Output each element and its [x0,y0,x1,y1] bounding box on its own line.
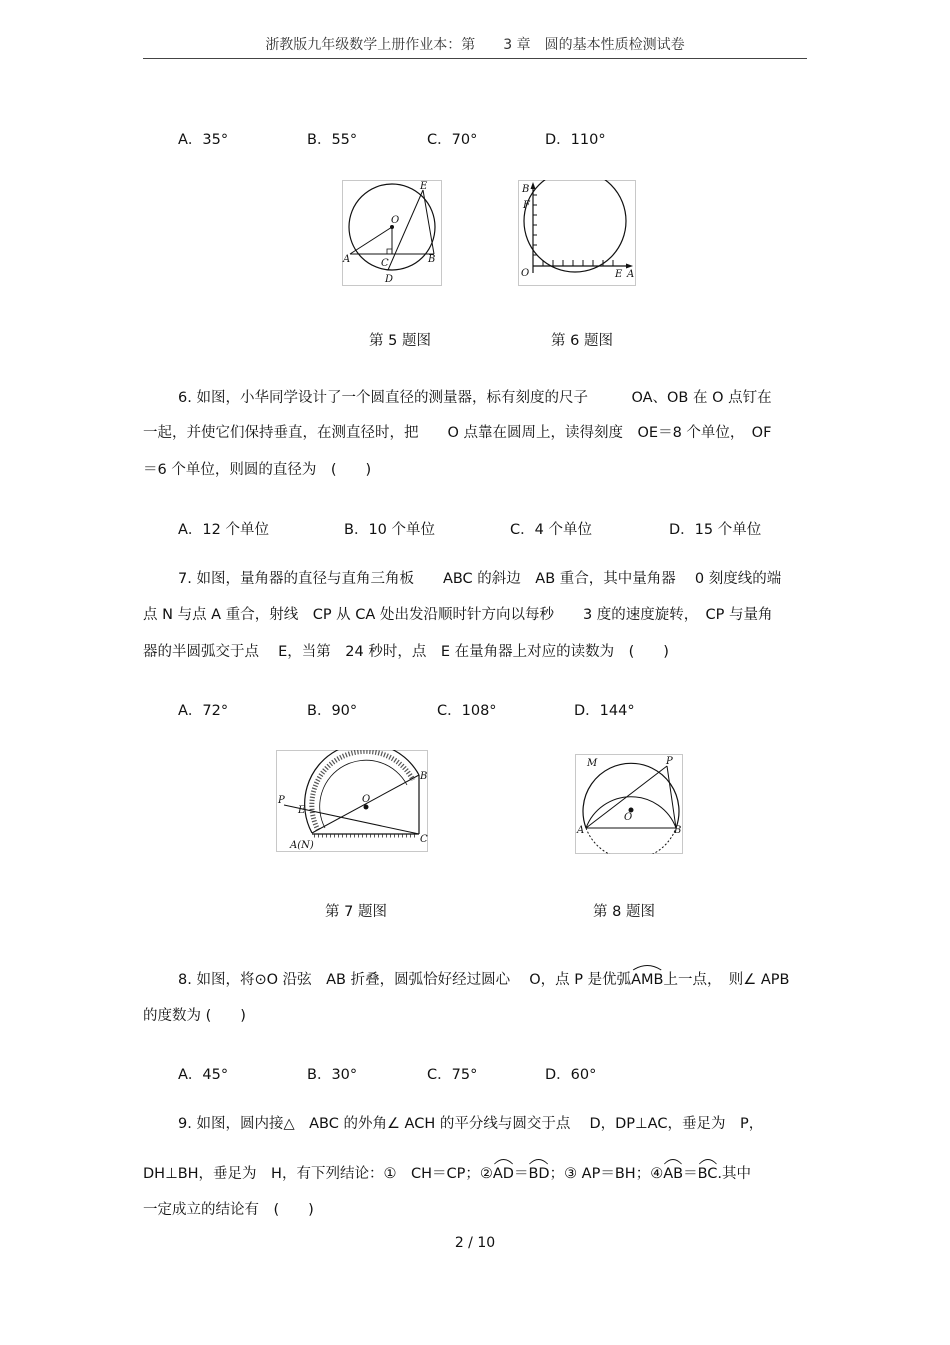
figure-8 [575,754,683,854]
fig7-label-e: E [298,805,306,816]
fig6-label-e: E [615,269,623,280]
q8-line1-text-b: 上一点， 则∠ APB [663,972,790,988]
q7-option-c: C．108° [437,703,497,719]
fig6-label-f: F [523,200,530,211]
q5-option-a: A．35° [178,132,229,148]
fig7-label-o: O [362,794,371,805]
fig8-caption: 第 8 题图 [593,904,655,920]
fig7-caption: 第 7 题图 [325,904,387,920]
q6-option-c: C．4 个单位 [510,522,592,538]
fig6-label-a: A [627,269,635,280]
figure-5 [342,180,442,286]
q7-option-b: B．90° [307,703,358,719]
q8-option-c: C．75° [427,1067,478,1083]
fig8-label-a: A [577,825,585,836]
fig5-label-o: O [391,215,400,226]
q6-line2: 一起，并使它们保持垂直，在测直径时，把 O 点靠在圆周上，读得刻度 OE＝8 个单位， OF [143,425,772,441]
fig5-label-a: A [343,254,351,265]
q8-line2: 的度数为 ( ) [143,1008,246,1024]
q8-line1-text-a: 8. 如图，将⊙O 沿弦 AB 折叠，圆弧恰好经过圆心 O，点 P 是优弧 [178,972,632,988]
fig5-label-c: C [381,258,389,269]
fig5-label-b: B [428,254,436,265]
q9-arc-bc: BC [698,1164,718,1184]
q8-option-b: B．30° [307,1067,358,1083]
q7-option-d: D．144° [574,703,635,719]
q8-line1 [178,970,789,990]
q9-line3: 一定成立的结论有 ( ) [143,1202,314,1218]
q5-option-d: D．110° [545,132,606,148]
q6-line3: ＝6 个单位，则圆的直径为 ( ) [143,462,372,478]
q6-line1: 6. 如图，小华同学设计了一个圆直径的测量器，标有刻度的尺子 OA、OB 在 O 点钉在 [178,390,772,406]
fig5-label-d: D [385,274,394,285]
fig6-caption: 第 6 题图 [551,333,613,349]
q9-arc-bd: BD [528,1164,549,1184]
q7-line3: 器的半圆弧交于点 E，当第 24 秒时，点 E 在量角器上对应的读数为 ( ) [143,644,669,660]
fig5-label-e: E [420,181,428,192]
figure-6 [518,180,636,286]
page-number: 2 / 10 [454,1235,496,1251]
q9-line2: DH⊥BH，垂足为 H，有下列结论：① CH＝CP；② AD＝ BD；③ AP＝BH；④ AB＝ BC.其中 [143,1164,751,1184]
q9-arc-ab: AB [663,1164,683,1184]
fig7-label-c: C [420,834,428,845]
q8-arc-amb: AMB [631,970,663,990]
q7-option-a: A．72° [178,703,229,719]
q7-line1: 7. 如图，量角器的直径与直角三角板 ABC 的斜边 AB 重合，其中量角器 0 刻度线的端 [178,571,782,587]
fig5-caption: 第 5 题图 [369,333,431,349]
fig6-label-b: B [522,184,530,195]
page-header: 浙教版九年级数学上册作业本：第 3 章 圆的基本性质检测试卷 [265,37,685,53]
fig6-label-o: O [521,268,530,279]
q9-line1: 9. 如图，圆内接△ ABC 的外角∠ ACH 的平分线与圆交于点 D，DP⊥AC，垂足为 P， [178,1116,764,1132]
fig8-label-o: O [624,812,633,823]
header-rule [143,58,807,59]
q6-option-a: A．12 个单位 [178,522,269,538]
q7-line2: 点 N 与点 A 重合，射线 CP 从 CA 处出发沿顺时针方向以每秒 3 度的速度旋转， CP 与量角 [143,607,773,623]
figure-7 [276,750,428,852]
fig7-label-b: B [420,771,428,782]
fig7-label-a: A(N) [290,840,314,851]
fig8-label-p: P [666,756,673,767]
fig8-label-b: B [674,825,682,836]
q8-option-d: D．60° [545,1067,597,1083]
q6-option-b: B．10 个单位 [344,522,436,538]
q8-option-a: A．45° [178,1067,229,1083]
q5-option-b: B．55° [307,132,358,148]
q9-arc-ad: AD [493,1164,514,1184]
q5-option-c: C．70° [427,132,478,148]
fig8-label-m: M [587,758,598,769]
fig7-label-p: P [278,795,285,806]
q6-option-d: D．15 个单位 [669,522,762,538]
